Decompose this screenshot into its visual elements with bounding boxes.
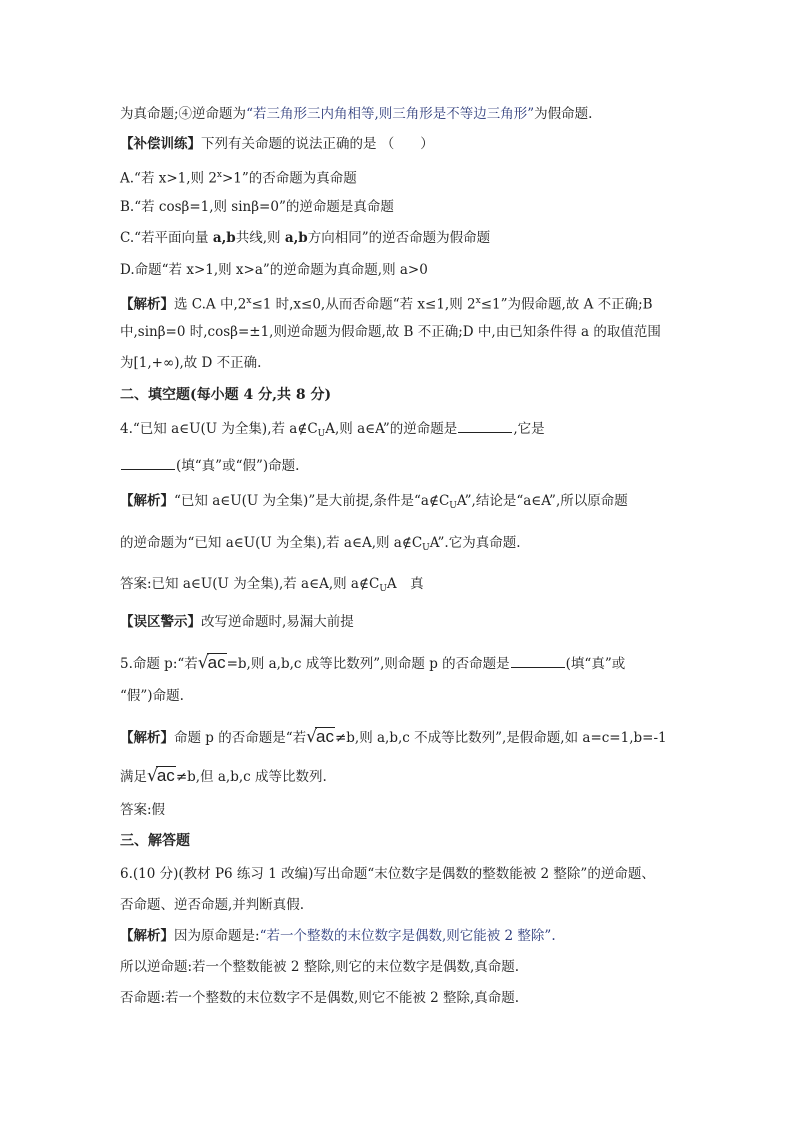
question-6-line-1 [120, 865, 655, 883]
square-root: √ac [306, 727, 334, 747]
vector-symbol: a,b [212, 230, 236, 246]
text: 的逆命题为“已知 a∈U(U 为全集),若 a∈A,则 a∉ [120, 535, 412, 551]
section-heading-fill-in [120, 386, 331, 404]
text: 否命题、逆否命题,并判断真假. [120, 897, 305, 913]
text: 因为原命题是: [174, 928, 260, 944]
text: 答案:已知 a∈U(U 为全集),若 a∈A,则 a∉ [120, 576, 369, 592]
text: A.“若 x>1,则 2 [120, 170, 217, 187]
text: (填“真”或“假”)命题. [176, 458, 300, 474]
text: =b,则 a,b,c 成等比数列”,则命题 p 的否命题是 [226, 656, 510, 672]
text: 中,sinβ=0 时,cosβ=±1,则逆命题为假命题,故 B 不正确;D 中,由已知条件得 a 的取值范围 [120, 324, 661, 340]
question-4-solution-2 [120, 534, 521, 557]
question-5-line-1 [120, 653, 625, 673]
question-6-solution-3 [120, 989, 519, 1007]
question-4-answer [120, 575, 424, 598]
line-prev-conclusion [120, 105, 592, 123]
text: 命题 p 的否命题是“若 [174, 730, 307, 746]
subscript: U [422, 543, 430, 553]
complement-symbol: C [368, 576, 380, 592]
section-heading-solve [120, 832, 190, 850]
question-5-solution-2 [120, 766, 327, 786]
supplementary-question [120, 135, 434, 153]
answer-blank [121, 457, 175, 470]
text: A 真 [386, 576, 424, 592]
text: ≠b,则 a,b,c 不成等比数列”,是假命题,如 a=c=1,b=-1 [334, 730, 667, 746]
text: 所以逆命题:若一个整数能被 2 整除,则它的末位数字是偶数,真命题. [120, 959, 520, 975]
text: ≤1”为假命题,故 A 不正确;B [480, 296, 653, 313]
text: C.“若平面向量 [120, 230, 213, 246]
text: 答案:假 [120, 802, 166, 818]
superscript: x [246, 296, 252, 306]
tag-label: 【解析】 [120, 730, 174, 746]
text: 方向相同”的逆否命题为假命题 [307, 230, 491, 246]
tag-label: 【解析】 [120, 296, 174, 313]
mistake-warning [120, 613, 354, 631]
tag-label: 【解析】 [120, 493, 174, 509]
complement-symbol: C [411, 535, 423, 551]
text: >1”的否命题为真命题 [222, 170, 357, 187]
text: 4.“已知 a∈U(U 为全集),若 a∉ [120, 421, 308, 437]
text: ,它是 [513, 421, 545, 437]
question-5-solution-1 [120, 727, 667, 747]
tag-label: 【误区警示】 [120, 614, 201, 630]
text: “若三角形三内角相等,则三角形是不等边三角形” [246, 106, 535, 122]
text: A,则 a∈A”的逆命题是 [325, 421, 458, 437]
radicand: ac [207, 653, 226, 672]
complement-symbol: C [438, 493, 450, 509]
question-6-line-2 [120, 896, 304, 914]
subscript: U [379, 584, 387, 594]
question-6-solution-1 [120, 927, 556, 945]
text: 否命题:若一个整数的末位数字不是偶数,则它不能被 2 整除,真命题. [120, 990, 520, 1006]
vector-symbol: a,b [284, 230, 308, 246]
answer-blank [458, 420, 512, 433]
question-4-line-1 [120, 420, 545, 443]
text: 选 C.A 中,2 [174, 296, 247, 313]
radicand: ac [315, 727, 334, 746]
text: 为假命题. [534, 106, 593, 122]
radicand: ac [156, 766, 175, 785]
heading-text: 三、解答题 [120, 833, 190, 849]
subscript: U [449, 501, 457, 511]
square-root: √ac [147, 766, 175, 786]
option-b [120, 198, 394, 216]
text: ≤1 时,x≤0,从而否命题“若 x≤1,则 2 [251, 296, 476, 313]
question-5-line-2 [120, 687, 184, 705]
option-c [120, 229, 490, 247]
text: A”.它为真命题. [429, 535, 521, 551]
question-text: 下列有关命题的说法正确的是 （ [201, 136, 395, 152]
superscript: x [475, 296, 481, 306]
option-a [120, 166, 357, 188]
solution-line-2 [120, 323, 661, 341]
square-root: √ac [197, 653, 226, 673]
text: 5.命题 p:“若 [120, 656, 198, 672]
text: “已知 a∈U(U 为全集)”是大前提,条件是“a∉ [174, 493, 439, 509]
solution-line-1 [120, 292, 653, 314]
text: 满足 [120, 769, 147, 785]
text: “假”)命题. [120, 688, 184, 704]
text: 改写逆命题时,易漏大前提 [201, 614, 354, 630]
text: A”,结论是“a∈A”,所以原命题 [456, 493, 628, 509]
question-6-solution-2 [120, 958, 519, 976]
subscript: U [317, 429, 326, 439]
text: 为真命题;④逆命题为 [120, 106, 247, 122]
solution-line-3 [120, 354, 261, 372]
tag-label: 【解析】 [120, 928, 174, 944]
answer-blank [511, 655, 565, 668]
complement-symbol: C [307, 421, 318, 437]
text: 6.(10 分)(教材 P6 练习 1 改编)写出命题“末位数字是偶数的整数能被 2 整除”的逆命题、 [120, 866, 655, 882]
text: D.命题“若 x>1,则 x>a”的逆命题为真命题,则 a>0 [120, 262, 428, 278]
question-5-answer [120, 801, 165, 819]
text: 为[1,+∞),故 D 不正确. [120, 355, 262, 371]
option-d [120, 261, 428, 279]
heading-text: 二、填空题(每小题 4 分,共 8 分) [120, 387, 332, 403]
text: 共线,则 [235, 230, 285, 246]
tag-label: 【补偿训练】 [120, 136, 201, 152]
question-4-solution-1 [120, 492, 628, 515]
text: ） [420, 136, 434, 152]
question-4-line-2 [120, 457, 299, 475]
text: “若一个整数的末位数字是偶数,则它能被 2 整除”. [259, 928, 556, 944]
text: B.“若 cosβ=1,则 sinβ=0”的逆命题是真命题 [120, 199, 394, 215]
superscript: x [216, 170, 222, 180]
text: (填“真”或 [565, 656, 626, 672]
text: ≠b,但 a,b,c 成等比数列. [175, 769, 327, 785]
